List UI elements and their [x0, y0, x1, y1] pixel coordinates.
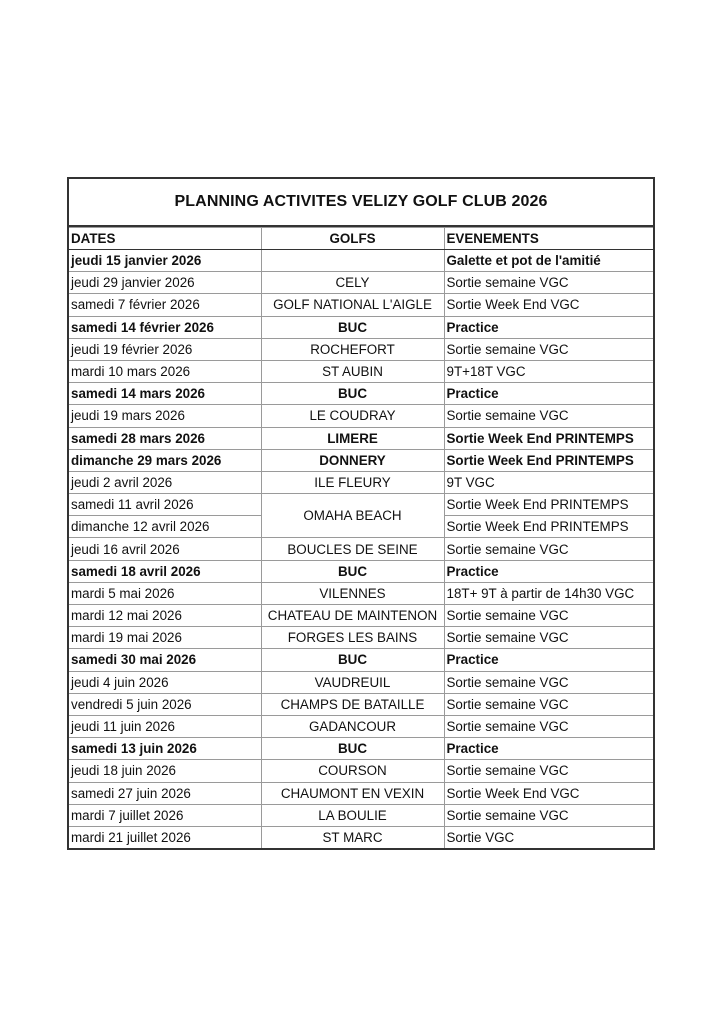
cell-date: jeudi 2 avril 2026	[69, 471, 261, 493]
cell-event: 9T VGC	[444, 471, 653, 493]
cell-golf: GOLF NATIONAL L'AIGLE	[261, 294, 444, 316]
cell-event: Sortie Week End PRINTEMPS	[444, 494, 653, 516]
cell-golf: GADANCOUR	[261, 715, 444, 737]
cell-event: Sortie semaine VGC	[444, 693, 653, 715]
cell-golf: CHAUMONT EN VEXIN	[261, 782, 444, 804]
cell-date: jeudi 19 mars 2026	[69, 405, 261, 427]
table-row	[69, 693, 653, 715]
cell-golf: LA BOULIE	[261, 804, 444, 826]
cell-date: mardi 7 juillet 2026	[69, 804, 261, 826]
cell-event: Sortie semaine VGC	[444, 405, 653, 427]
cell-golf: BUC	[261, 649, 444, 671]
cell-golf: DONNERY	[261, 449, 444, 471]
cell-golf: COURSON	[261, 760, 444, 782]
cell-date: samedi 7 février 2026	[69, 294, 261, 316]
column-header-evenements: EVENEMENTS	[444, 228, 653, 250]
cell-date: samedi 14 mars 2026	[69, 383, 261, 405]
table-row	[69, 294, 653, 316]
table-header-row	[69, 228, 653, 250]
cell-event: Sortie Week End VGC	[444, 782, 653, 804]
table-row	[69, 605, 653, 627]
cell-golf: LE COUDRAY	[261, 405, 444, 427]
cell-event: Practice	[444, 738, 653, 760]
cell-date: mardi 5 mai 2026	[69, 582, 261, 604]
cell-golf: ROCHEFORT	[261, 338, 444, 360]
cell-golf: ST MARC	[261, 826, 444, 848]
cell-event: Practice	[444, 316, 653, 338]
table-row	[69, 760, 653, 782]
document-title: PLANNING ACTIVITES VELIZY GOLF CLUB 2026	[69, 179, 653, 227]
cell-golf: BUC	[261, 383, 444, 405]
table-row	[69, 804, 653, 826]
cell-golf: BUC	[261, 560, 444, 582]
cell-event: Sortie Week End PRINTEMPS	[444, 516, 653, 538]
table-row	[69, 405, 653, 427]
table-row	[69, 560, 653, 582]
column-header-golfs: GOLFS	[261, 228, 444, 250]
cell-date: jeudi 15 janvier 2026	[69, 250, 261, 272]
table-row	[69, 782, 653, 804]
cell-date: jeudi 4 juin 2026	[69, 671, 261, 693]
table-row	[69, 649, 653, 671]
cell-golf: BUC	[261, 738, 444, 760]
table-row	[69, 338, 653, 360]
cell-golf: OMAHA BEACH	[261, 494, 444, 538]
cell-event: Sortie Week End PRINTEMPS	[444, 449, 653, 471]
cell-date: mardi 19 mai 2026	[69, 627, 261, 649]
cell-event: Sortie semaine VGC	[444, 760, 653, 782]
table-row	[69, 471, 653, 493]
cell-date: samedi 27 juin 2026	[69, 782, 261, 804]
cell-event: Practice	[444, 383, 653, 405]
table-row	[69, 738, 653, 760]
cell-golf: CELY	[261, 272, 444, 294]
planning-table	[69, 227, 653, 848]
cell-golf: ILE FLEURY	[261, 471, 444, 493]
table-row	[69, 671, 653, 693]
cell-event: Sortie Week End PRINTEMPS	[444, 427, 653, 449]
cell-event: Sortie semaine VGC	[444, 272, 653, 294]
cell-event: Practice	[444, 649, 653, 671]
column-header-dates: DATES	[69, 228, 261, 250]
cell-date: mardi 12 mai 2026	[69, 605, 261, 627]
cell-date: jeudi 16 avril 2026	[69, 538, 261, 560]
cell-date: dimanche 12 avril 2026	[69, 516, 261, 538]
cell-event: Sortie semaine VGC	[444, 715, 653, 737]
table-row	[69, 582, 653, 604]
cell-event: Galette et pot de l'amitié	[444, 250, 653, 272]
table-row	[69, 427, 653, 449]
cell-golf: BOUCLES DE SEINE	[261, 538, 444, 560]
cell-event: Practice	[444, 560, 653, 582]
table-row	[69, 383, 653, 405]
cell-golf: ST AUBIN	[261, 360, 444, 382]
cell-golf: LIMERE	[261, 427, 444, 449]
planning-table-container	[67, 177, 655, 850]
cell-date: samedi 28 mars 2026	[69, 427, 261, 449]
cell-date: jeudi 18 juin 2026	[69, 760, 261, 782]
cell-date: samedi 11 avril 2026	[69, 494, 261, 516]
cell-golf: VAUDREUIL	[261, 671, 444, 693]
cell-event: Sortie semaine VGC	[444, 605, 653, 627]
cell-date: vendredi 5 juin 2026	[69, 693, 261, 715]
cell-golf: CHAMPS DE BATAILLE	[261, 693, 444, 715]
cell-date: samedi 13 juin 2026	[69, 738, 261, 760]
cell-golf: BUC	[261, 316, 444, 338]
cell-event: Sortie semaine VGC	[444, 671, 653, 693]
cell-event: 9T+18T VGC	[444, 360, 653, 382]
cell-event: Sortie VGC	[444, 826, 653, 848]
cell-date: samedi 18 avril 2026	[69, 560, 261, 582]
table-row	[69, 715, 653, 737]
table-row	[69, 272, 653, 294]
cell-event: 18T+ 9T à partir de 14h30 VGC	[444, 582, 653, 604]
table-row	[69, 316, 653, 338]
table-row	[69, 449, 653, 471]
cell-date: samedi 14 février 2026	[69, 316, 261, 338]
cell-event: Sortie semaine VGC	[444, 338, 653, 360]
cell-golf: CHATEAU DE MAINTENON	[261, 605, 444, 627]
cell-date: jeudi 11 juin 2026	[69, 715, 261, 737]
cell-golf: FORGES LES BAINS	[261, 627, 444, 649]
table-row	[69, 538, 653, 560]
table-row	[69, 250, 653, 272]
table-row	[69, 627, 653, 649]
table-row	[69, 494, 653, 516]
cell-date: mardi 10 mars 2026	[69, 360, 261, 382]
cell-event: Sortie semaine VGC	[444, 804, 653, 826]
cell-golf	[261, 250, 444, 272]
table-row	[69, 360, 653, 382]
cell-event: Sortie semaine VGC	[444, 538, 653, 560]
table-row	[69, 826, 653, 848]
cell-date: jeudi 29 janvier 2026	[69, 272, 261, 294]
cell-golf: VILENNES	[261, 582, 444, 604]
cell-event: Sortie Week End VGC	[444, 294, 653, 316]
cell-date: mardi 21 juillet 2026	[69, 826, 261, 848]
cell-date: samedi 30 mai 2026	[69, 649, 261, 671]
cell-date: jeudi 19 février 2026	[69, 338, 261, 360]
cell-event: Sortie semaine VGC	[444, 627, 653, 649]
cell-date: dimanche 29 mars 2026	[69, 449, 261, 471]
